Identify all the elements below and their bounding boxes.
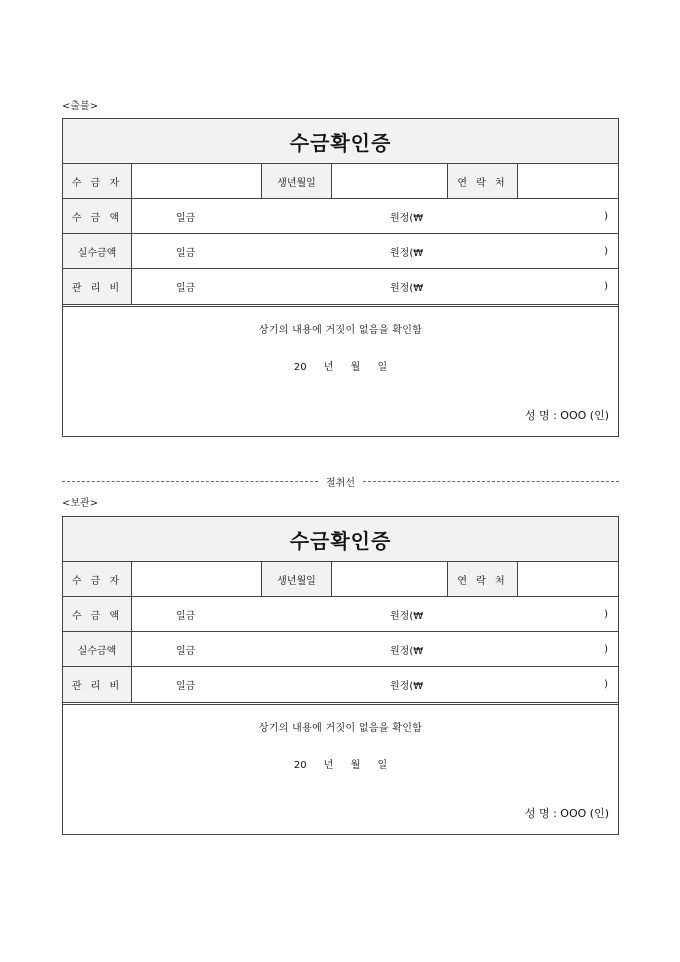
net-amount-won-text: 원정(₩ [390,247,424,259]
birthdate-field[interactable] [332,562,448,596]
net-amount-won-text: 원정(₩ [390,645,424,657]
net-amount-il-text: 일금 [176,247,196,259]
payee-label: 수 금 자 [63,164,132,198]
management-fee-won-text: 원정(₩ [390,283,424,294]
cut-line-dash-right [363,481,619,482]
net-amount-il-text: 일금 [176,645,196,657]
info-row [63,562,618,597]
contact-field[interactable] [518,562,618,596]
birthdate-label: 생년월일 [262,562,332,596]
management-fee-row [63,269,618,307]
management-fee-close-paren: ) [604,679,608,690]
amount-won-text: 원정(₩ [390,212,424,224]
management-fee-field[interactable] [132,667,618,702]
bottom-section-label: <보관> [62,498,99,509]
amount-field[interactable] [132,199,618,233]
management-fee-il-text: 일금 [176,681,196,692]
net-amount-field[interactable] [132,632,618,666]
confirmation-block [63,705,618,834]
amount-close-paren: ) [604,608,608,620]
cut-line-label: 절취선 [326,477,355,489]
confirmation-block [63,307,618,436]
info-row [63,164,618,199]
management-fee-label: 관 리 비 [63,269,132,304]
payee-field[interactable] [132,164,262,198]
cut-line [62,474,619,488]
net-amount-label: 실수금액 [63,632,132,666]
amount-field[interactable] [132,597,618,631]
management-fee-field[interactable] [132,269,618,304]
contact-label: 연 락 처 [448,562,518,596]
net-amount-row [63,632,618,667]
top-section-label: <출불> [62,101,99,112]
amount-close-paren: ) [604,210,608,222]
net-amount-field[interactable] [132,234,618,268]
signature-line[interactable]: 성 명 : OOO (인) [524,807,609,820]
date-line[interactable]: 20 년 월 일 [293,362,388,373]
receipt-title: 수금확인증 [63,119,618,164]
receipt-title: 수금확인증 [63,517,618,562]
net-amount-close-paren: ) [604,245,608,257]
management-fee-il-text: 일금 [176,283,196,294]
management-fee-close-paren: ) [604,281,608,292]
net-amount-label: 실수금액 [63,234,132,268]
amount-row [63,597,618,632]
net-amount-row [63,234,618,269]
payee-field[interactable] [132,562,262,596]
amount-il-text: 일금 [176,212,196,224]
amount-label: 수 금 액 [63,199,132,233]
amount-won-text: 원정(₩ [390,610,424,622]
amount-row [63,199,618,234]
amount-label: 수 금 액 [63,597,132,631]
payee-label: 수 금 자 [63,562,132,596]
receipt-bottom [62,516,619,835]
management-fee-label: 관 리 비 [63,667,132,702]
birthdate-label: 생년월일 [262,164,332,198]
contact-field[interactable] [518,164,618,198]
signature-line[interactable]: 성 명 : OOO (인) [524,409,609,422]
confirmation-statement: 상기의 내용에 거짓이 없음을 확인함 [258,325,423,336]
birthdate-field[interactable] [332,164,448,198]
date-line[interactable]: 20 년 월 일 [293,760,388,771]
net-amount-close-paren: ) [604,643,608,655]
contact-label: 연 락 처 [448,164,518,198]
management-fee-won-text: 원정(₩ [390,681,424,692]
receipt-top [62,118,619,437]
amount-il-text: 일금 [176,610,196,622]
confirmation-statement: 상기의 내용에 거짓이 없음을 확인함 [258,723,423,734]
management-fee-row [63,667,618,705]
cut-line-dash-left [62,481,318,482]
